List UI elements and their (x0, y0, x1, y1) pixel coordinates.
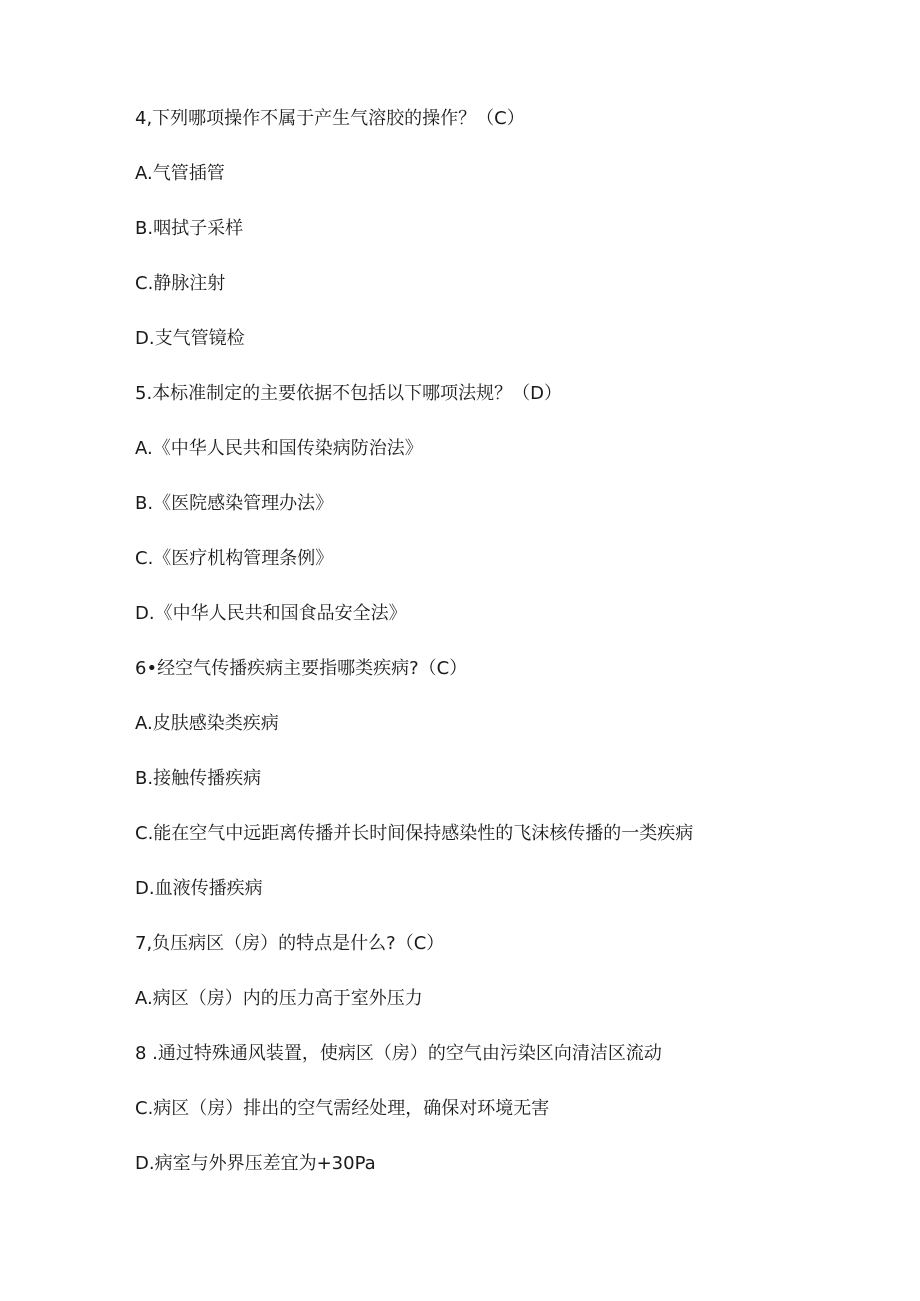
option-4d: D.支气管镜检 (135, 328, 245, 349)
question-4: 4,下列哪项操作不属于产生气溶胶的操作？（C） (135, 108, 525, 129)
option-5d: D.《中华人民共和国食品安全法》 (135, 603, 407, 624)
option-6c: C.能在空气中远距离传播并长时间保持感染性的飞沫核传播的一类疾病 (135, 823, 694, 844)
option-7c: C.病区（房）排出的空气需经处理，确保对环境无害 (135, 1098, 550, 1119)
question-6: 6•经空气传播疾病主要指哪类疾病?（C） (135, 658, 468, 679)
question-5: 5.本标准制定的主要依据不包括以下哪项法规？（D） (135, 383, 563, 404)
option-6b: B.接触传播疾病 (135, 768, 262, 789)
option-4c: C.静脉注射 (135, 273, 226, 294)
option-4b: B.咽拭子采样 (135, 218, 244, 239)
option-7b: 8 .通过特殊通风装置，使病区（房）的空气由污染区向清洁区流动 (135, 1043, 662, 1064)
question-7: 7,负压病区（房）的特点是什么?（C） (135, 933, 445, 954)
option-5c: C.《医疗机构管理条例》 (135, 548, 334, 569)
option-6a: A.皮肤感染类疾病 (135, 713, 279, 734)
option-5a: A.《中华人民共和国传染病防治法》 (135, 438, 423, 459)
option-7d: D.病室与外界压差宜为+30Pa (135, 1153, 376, 1174)
option-7a: A.病区（房）内的压力高于室外压力 (135, 988, 423, 1009)
option-6d: D.血液传播疾病 (135, 878, 263, 899)
option-5b: B.《医院感染管理办法》 (135, 493, 334, 514)
option-4a: A.气管插管 (135, 163, 225, 184)
